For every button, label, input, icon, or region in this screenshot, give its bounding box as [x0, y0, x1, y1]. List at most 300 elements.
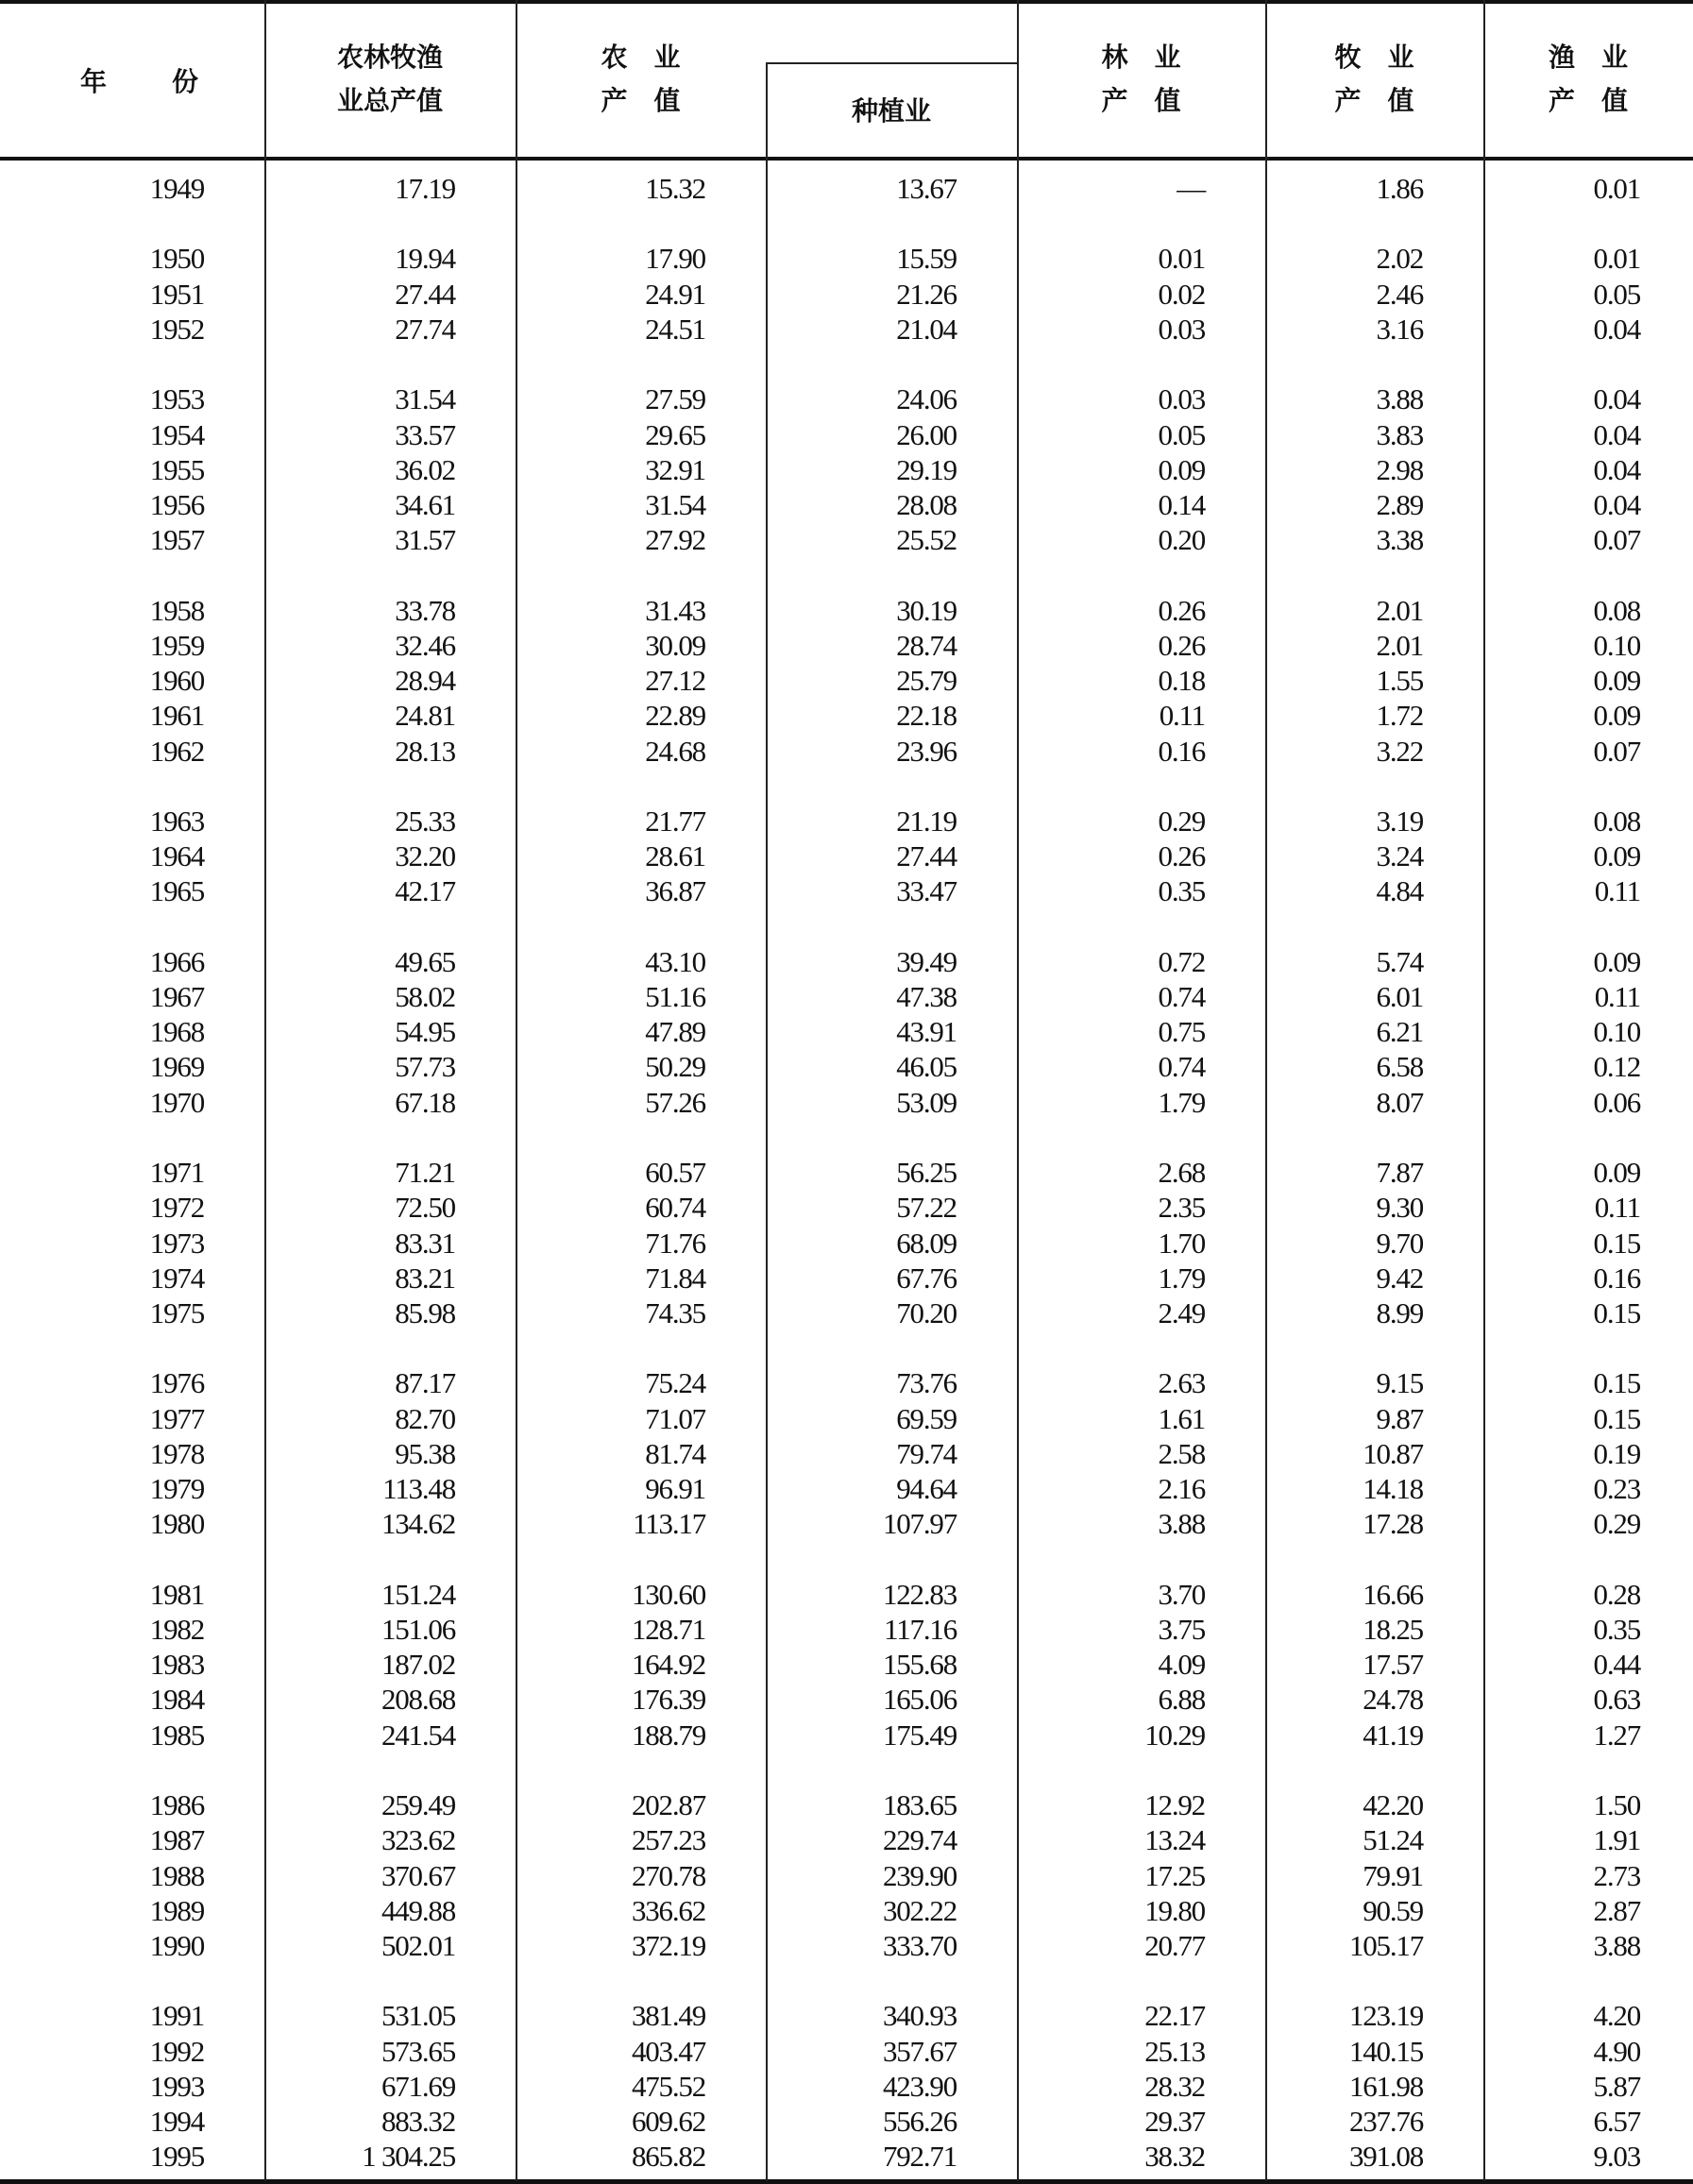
year-cell: 1961 [149, 699, 204, 733]
agriculture-output-cell: 188.79 [631, 1718, 705, 1752]
agriculture-output-cell: 475.52 [631, 2069, 705, 2103]
total-output-cell: 25.33 [395, 804, 455, 838]
fishery-output-cell: 3.88 [1593, 1928, 1640, 1962]
fishery-output-cell: 0.23 [1593, 1472, 1640, 1506]
crop-output-cell: 15.59 [896, 242, 957, 276]
fishery-output-cell: 0.04 [1593, 312, 1640, 346]
year-cell: 1983 [149, 1648, 204, 1682]
fishery-output-cell: 0.06 [1593, 1085, 1640, 1119]
header-total [264, 36, 516, 123]
year-cell: 1991 [149, 1999, 204, 2033]
forestry-output-cell: 1.70 [1158, 1226, 1205, 1260]
year-cell: 1965 [149, 874, 204, 908]
fishery-output-cell: 2.73 [1593, 1858, 1640, 1892]
table-row [0, 1365, 1693, 1400]
total-output-cell: 573.65 [381, 2034, 455, 2068]
year-cell: 1995 [149, 2140, 204, 2174]
crop-output-cell: 57.22 [896, 1191, 957, 1225]
year-cell: 1972 [149, 1191, 204, 1225]
table-row [0, 2069, 1693, 2104]
year-cell: 1973 [149, 1226, 204, 1260]
agriculture-output-cell: 31.54 [645, 487, 705, 521]
year-cell: 1987 [149, 1823, 204, 1857]
fishery-output-cell: 0.08 [1593, 593, 1640, 627]
total-output-cell: 19.94 [395, 242, 455, 276]
crop-output-cell: 79.74 [896, 1436, 957, 1470]
total-output-cell: 83.21 [395, 1261, 455, 1295]
crop-output-cell: 165.06 [882, 1683, 957, 1717]
total-output-cell: 113.48 [382, 1472, 455, 1506]
animal-output-cell: 3.24 [1376, 839, 1423, 873]
total-output-cell: 82.70 [395, 1401, 455, 1435]
agriculture-output-cell: 31.43 [645, 593, 705, 627]
header-line: 种植业 [851, 95, 931, 127]
table-row [0, 171, 1693, 206]
fishery-output-cell: 0.01 [1593, 172, 1640, 205]
animal-output-cell: 8.99 [1376, 1296, 1423, 1329]
year-cell: 1974 [149, 1261, 204, 1295]
crop-output-cell: 107.97 [882, 1507, 957, 1541]
year-cell: 1977 [149, 1401, 204, 1435]
fishery-output-cell: 0.04 [1593, 417, 1640, 451]
total-output-cell: 31.54 [395, 382, 455, 416]
year-cell: 1959 [149, 628, 204, 662]
agriculture-output-cell: 30.09 [645, 628, 705, 662]
fishery-output-cell: 0.15 [1593, 1296, 1640, 1329]
total-output-cell: 57.73 [395, 1050, 455, 1084]
crop-output-cell: 29.19 [896, 452, 957, 486]
fishery-output-cell: 6.57 [1593, 2105, 1640, 2139]
agriculture-output-cell: 113.17 [633, 1507, 705, 1541]
header-fishery [1483, 36, 1693, 123]
animal-output-cell: 2.01 [1376, 628, 1423, 662]
fishery-output-cell: 0.44 [1593, 1648, 1640, 1682]
year-cell: 1970 [149, 1085, 204, 1119]
crop-output-cell: 25.52 [896, 523, 957, 557]
group-spacer [0, 206, 1693, 241]
forestry-output-cell: 0.26 [1158, 593, 1205, 627]
crop-output-cell: 556.26 [882, 2105, 957, 2139]
animal-output-cell: 3.83 [1376, 417, 1423, 451]
agriculture-output-cell: 403.47 [631, 2034, 705, 2068]
agriculture-output-cell: 60.57 [645, 1156, 705, 1190]
forestry-output-cell: 0.35 [1158, 874, 1205, 908]
header-line: 产 值 [1548, 85, 1628, 116]
agriculture-output-cell: 27.12 [645, 664, 705, 698]
year-cell: 1969 [149, 1050, 204, 1084]
fishery-output-cell: 0.01 [1593, 242, 1640, 276]
table-row [0, 1014, 1693, 1049]
table-row [0, 417, 1693, 452]
year-cell: 1985 [149, 1718, 204, 1752]
animal-output-cell: 3.38 [1376, 523, 1423, 557]
forestry-output-cell: 2.49 [1158, 1296, 1205, 1329]
crop-output-cell: 302.22 [882, 1893, 957, 1927]
total-output-cell: 134.62 [381, 1507, 455, 1541]
fishery-output-cell: 0.15 [1593, 1226, 1640, 1260]
year-cell: 1980 [149, 1507, 204, 1541]
forestry-output-cell: 2.58 [1158, 1436, 1205, 1470]
table-row [0, 1155, 1693, 1190]
forestry-output-cell: 3.88 [1158, 1507, 1205, 1541]
fishery-output-cell: 0.12 [1593, 1050, 1640, 1084]
fishery-output-cell: 0.04 [1593, 382, 1640, 416]
animal-output-cell: 51.24 [1363, 1823, 1423, 1857]
year-cell: 1982 [149, 1612, 204, 1646]
forestry-output-cell: 0.26 [1158, 628, 1205, 662]
total-output-cell: 42.17 [395, 874, 455, 908]
total-output-cell: 34.61 [395, 487, 455, 521]
animal-output-cell: 9.15 [1376, 1366, 1423, 1400]
year-cell: 1952 [149, 312, 204, 346]
total-output-cell: 259.49 [381, 1788, 455, 1822]
crop-output-cell: 69.59 [896, 1401, 957, 1435]
year-cell: 1994 [149, 2105, 204, 2139]
animal-output-cell: 42.20 [1363, 1788, 1423, 1822]
crop-output-cell: 33.47 [896, 874, 957, 908]
table-row [0, 663, 1693, 698]
header-year-char: 年 [80, 66, 108, 97]
fishery-output-cell: 0.09 [1593, 839, 1640, 873]
forestry-output-cell: 13.24 [1144, 1823, 1205, 1857]
table-row [0, 1190, 1693, 1225]
crop-output-cell: 28.74 [896, 628, 957, 662]
table-row [0, 1612, 1693, 1647]
fishery-output-cell: 0.15 [1593, 1401, 1640, 1435]
forestry-output-cell: 0.72 [1158, 944, 1205, 978]
agriculture-output-cell: 257.23 [631, 1823, 705, 1857]
total-output-cell: 33.78 [395, 593, 455, 627]
table-row [0, 452, 1693, 487]
table-row [0, 628, 1693, 663]
animal-output-cell: 6.21 [1376, 1015, 1423, 1049]
total-output-cell: 71.21 [395, 1156, 455, 1190]
header-line: 产 值 [1334, 85, 1414, 116]
agriculture-output-cell: 15.32 [645, 172, 705, 205]
header-line: 渔 业 [1548, 42, 1628, 73]
forestry-output-cell: 0.18 [1158, 664, 1205, 698]
total-output-cell: 883.32 [381, 2105, 455, 2139]
agriculture-output-cell: 164.92 [631, 1648, 705, 1682]
agriculture-output-cell: 57.26 [645, 1085, 705, 1119]
forestry-output-cell: 17.25 [1144, 1858, 1205, 1892]
agriculture-output-cell: 17.90 [645, 242, 705, 276]
year-cell: 1963 [149, 804, 204, 838]
animal-output-cell: 2.89 [1376, 487, 1423, 521]
crop-output-cell: 21.04 [896, 312, 957, 346]
crop-output-cell: 67.76 [896, 1261, 957, 1295]
crop-output-cell: 46.05 [896, 1050, 957, 1084]
fishery-output-cell: 1.27 [1593, 1718, 1640, 1752]
forestry-output-cell: 2.68 [1158, 1156, 1205, 1190]
forestry-output-cell: 1.61 [1158, 1401, 1205, 1435]
table-row [0, 698, 1693, 733]
crop-output-cell: 333.70 [882, 1928, 957, 1962]
forestry-output-cell: 12.92 [1144, 1788, 1205, 1822]
animal-output-cell: 17.28 [1363, 1507, 1423, 1541]
year-cell: 1978 [149, 1436, 204, 1470]
fishery-output-cell: 0.11 [1594, 980, 1640, 1014]
header-crop [766, 90, 1017, 133]
agriculture-output-cell: 21.77 [645, 804, 705, 838]
fishery-output-cell: 0.09 [1593, 1156, 1640, 1190]
fishery-output-cell: 0.63 [1593, 1683, 1640, 1717]
table-row [0, 381, 1693, 416]
total-output-cell: 83.31 [395, 1226, 455, 1260]
animal-output-cell: 9.42 [1376, 1261, 1423, 1295]
total-output-cell: 17.19 [395, 172, 455, 205]
crop-output-cell: 26.00 [896, 417, 957, 451]
table-row [0, 1295, 1693, 1330]
animal-output-cell: 3.16 [1376, 312, 1423, 346]
table-row [0, 1436, 1693, 1471]
forestry-output-cell: 0.29 [1158, 804, 1205, 838]
year-cell: 1949 [149, 172, 204, 205]
agriculture-output-cell: 865.82 [631, 2140, 705, 2174]
agriculture-output-cell: 50.29 [645, 1050, 705, 1084]
total-output-cell: 36.02 [395, 452, 455, 486]
table-row [0, 1261, 1693, 1295]
crop-output-cell: 117.16 [884, 1612, 957, 1646]
animal-output-cell: 2.02 [1376, 242, 1423, 276]
animal-output-cell: 123.19 [1348, 1999, 1423, 2033]
year-cell: 1954 [149, 417, 204, 451]
fishery-output-cell: 0.10 [1593, 628, 1640, 662]
agriculture-output-cell: 43.10 [645, 944, 705, 978]
year-cell: 1992 [149, 2034, 204, 2068]
animal-output-cell: 6.58 [1376, 1050, 1423, 1084]
agriculture-output-cell: 24.68 [645, 734, 705, 768]
table-row [0, 487, 1693, 522]
year-cell: 1964 [149, 839, 204, 873]
fishery-output-cell: 0.16 [1593, 1261, 1640, 1295]
forestry-output-cell: 22.17 [1144, 1999, 1205, 2033]
forestry-output-cell: 0.02 [1158, 277, 1205, 311]
table-row [0, 838, 1693, 873]
fishery-output-cell: 4.20 [1593, 1999, 1640, 2033]
year-cell: 1990 [149, 1928, 204, 1962]
year-cell: 1962 [149, 734, 204, 768]
fishery-output-cell: 2.87 [1593, 1893, 1640, 1927]
forestry-output-cell: 20.77 [1144, 1928, 1205, 1962]
forestry-output-cell: 0.16 [1158, 734, 1205, 768]
total-output-cell: 24.81 [395, 699, 455, 733]
animal-output-cell: 3.19 [1376, 804, 1423, 838]
agriculture-output-cell: 71.07 [645, 1401, 705, 1435]
crop-output-cell: 229.74 [882, 1823, 957, 1857]
table-row [0, 873, 1693, 908]
forestry-output-cell: 25.13 [1144, 2034, 1205, 2068]
crop-output-cell: 25.79 [896, 664, 957, 698]
group-spacer [0, 557, 1693, 592]
year-cell: 1976 [149, 1366, 204, 1400]
forestry-output-cell: 0.11 [1159, 699, 1205, 733]
fishery-output-cell: 0.29 [1593, 1507, 1640, 1541]
crop-output-cell: 43.91 [896, 1015, 957, 1049]
group-spacer [0, 769, 1693, 804]
fishery-output-cell: 9.03 [1593, 2140, 1640, 2174]
total-output-cell: 187.02 [381, 1648, 455, 1682]
year-cell: 1993 [149, 2069, 204, 2103]
forestry-output-cell: 0.05 [1158, 417, 1205, 451]
animal-output-cell: 16.66 [1363, 1577, 1423, 1611]
table-row [0, 2139, 1693, 2174]
table-row [0, 944, 1693, 979]
agriculture-output-cell: 51.16 [645, 980, 705, 1014]
total-output-cell: 67.18 [395, 1085, 455, 1119]
total-output-cell: 502.01 [381, 1928, 455, 1962]
year-cell: 1958 [149, 593, 204, 627]
fishery-output-cell: 0.04 [1593, 452, 1640, 486]
header-line: 业总产值 [336, 85, 443, 116]
fishery-output-cell: 0.11 [1594, 874, 1640, 908]
fishery-output-cell: 0.09 [1593, 944, 1640, 978]
forestry-output-cell: 0.26 [1158, 839, 1205, 873]
year-cell: 1960 [149, 664, 204, 698]
total-output-cell: 370.67 [381, 1858, 455, 1892]
crop-output-cell: 175.49 [882, 1718, 957, 1752]
header-line: 牧 业 [1334, 42, 1414, 73]
crop-output-cell: 68.09 [896, 1226, 957, 1260]
animal-output-cell: 1.55 [1376, 664, 1423, 698]
animal-output-cell: 1.72 [1376, 699, 1423, 733]
total-output-cell: 33.57 [395, 417, 455, 451]
table-row [0, 593, 1693, 628]
agriculture-output-cell: 381.49 [631, 1999, 705, 2033]
fishery-output-cell: 1.91 [1593, 1823, 1640, 1857]
forestry-output-cell: 0.74 [1158, 1050, 1205, 1084]
agriculture-output-cell: 130.60 [631, 1577, 705, 1611]
crop-output-cell: 56.25 [896, 1156, 957, 1190]
crop-output-cell: 423.90 [882, 2069, 957, 2103]
animal-output-cell: 105.17 [1348, 1928, 1423, 1962]
group-spacer [0, 1120, 1693, 1155]
total-output-cell: 32.20 [395, 839, 455, 873]
crop-output-cell: 94.64 [896, 1472, 957, 1506]
crop-output-cell: 21.19 [896, 804, 957, 838]
table-row [0, 1787, 1693, 1822]
fishery-output-cell: 0.08 [1593, 804, 1640, 838]
agriculture-output-cell: 74.35 [645, 1296, 705, 1329]
year-cell: 1986 [149, 1788, 204, 1822]
animal-output-cell: 14.18 [1363, 1472, 1423, 1506]
total-output-cell: 323.62 [381, 1823, 455, 1857]
agriculture-output-cell: 28.61 [645, 839, 705, 873]
total-output-cell: 28.94 [395, 664, 455, 698]
fishery-output-cell: 0.04 [1593, 487, 1640, 521]
total-output-cell: 208.68 [381, 1683, 455, 1717]
forestry-output-cell: 2.63 [1158, 1366, 1205, 1400]
fishery-output-cell: 0.07 [1593, 734, 1640, 768]
agriculture-output-cell: 27.59 [645, 382, 705, 416]
agriculture-output-cell: 47.89 [645, 1015, 705, 1049]
fishery-output-cell: 0.11 [1594, 1191, 1640, 1225]
year-cell: 1966 [149, 944, 204, 978]
year-cell: 1956 [149, 487, 204, 521]
agriculture-output-cell: 609.62 [631, 2105, 705, 2139]
total-output-cell: 58.02 [395, 980, 455, 1014]
header-line: 农林牧渔 [336, 42, 443, 73]
total-output-cell: 27.74 [395, 312, 455, 346]
group-spacer [0, 347, 1693, 381]
table-row [0, 1226, 1693, 1261]
total-output-cell: 241.54 [381, 1718, 455, 1752]
year-cell: 1951 [149, 277, 204, 311]
animal-output-cell: 9.30 [1376, 1191, 1423, 1225]
total-output-cell: 31.57 [395, 523, 455, 557]
header-line: 林 业 [1101, 42, 1181, 73]
forestry-output-cell: 2.35 [1158, 1191, 1205, 1225]
crop-output-cell: 47.38 [896, 980, 957, 1014]
forestry-output-cell: 0.09 [1158, 452, 1205, 486]
animal-output-cell: 10.87 [1363, 1436, 1423, 1470]
total-output-cell: 449.88 [381, 1893, 455, 1927]
animal-output-cell: 6.01 [1376, 980, 1423, 1014]
year-cell: 1981 [149, 1577, 204, 1611]
agriculture-output-cell: 336.62 [631, 1893, 705, 1927]
forestry-output-cell: 0.20 [1158, 523, 1205, 557]
header-animal [1265, 36, 1483, 123]
table-row [0, 1718, 1693, 1752]
forestry-output-cell: 1.79 [1158, 1085, 1205, 1119]
table-row [0, 1893, 1693, 1928]
table-row [0, 1858, 1693, 1893]
year-cell: 1957 [149, 523, 204, 557]
agriculture-output-cell: 32.91 [645, 452, 705, 486]
table-row [0, 979, 1693, 1014]
year-cell: 1979 [149, 1472, 204, 1506]
table-row [0, 522, 1693, 557]
crop-output-cell: 39.49 [896, 944, 957, 978]
table-row [0, 277, 1693, 312]
agriculture-output-cell: 27.92 [645, 523, 705, 557]
crop-output-cell: 70.20 [896, 1296, 957, 1329]
table-row [0, 1682, 1693, 1717]
crop-output-cell: 30.19 [896, 593, 957, 627]
agriculture-output-cell: 128.71 [631, 1612, 705, 1646]
crop-output-cell: 73.76 [896, 1366, 957, 1400]
table-row [0, 241, 1693, 276]
table-row [0, 1998, 1693, 2033]
table-row [0, 804, 1693, 838]
total-output-cell: 671.69 [381, 2069, 455, 2103]
forestry-output-cell: 0.03 [1158, 382, 1205, 416]
forestry-output-cell: 38.32 [1144, 2140, 1205, 2174]
forestry-output-cell: 10.29 [1144, 1718, 1205, 1752]
forestry-output-cell: 6.88 [1158, 1683, 1205, 1717]
forestry-output-cell: 3.75 [1158, 1612, 1205, 1646]
header-bottom-rule [0, 157, 1693, 161]
total-output-cell: 49.65 [395, 944, 455, 978]
header-year-char: 份 [172, 66, 199, 97]
year-cell: 1955 [149, 452, 204, 486]
agriculture-output-cell: 202.87 [631, 1788, 705, 1822]
animal-output-cell: 2.01 [1376, 593, 1423, 627]
fishery-output-cell: 0.09 [1593, 699, 1640, 733]
animal-output-cell: 2.46 [1376, 277, 1423, 311]
agriculture-output-cell: 71.84 [645, 1261, 705, 1295]
agriculture-output-cell: 60.74 [645, 1191, 705, 1225]
fishery-output-cell: 0.07 [1593, 523, 1640, 557]
animal-output-cell: 17.57 [1363, 1648, 1423, 1682]
header-forestry [1017, 36, 1265, 123]
animal-output-cell: 5.74 [1376, 944, 1423, 978]
table-row [0, 1471, 1693, 1506]
bottom-rule [0, 2179, 1693, 2184]
fishery-output-cell: 1.50 [1593, 1788, 1640, 1822]
forestry-output-cell: 0.74 [1158, 980, 1205, 1014]
year-cell: 1971 [149, 1156, 204, 1190]
